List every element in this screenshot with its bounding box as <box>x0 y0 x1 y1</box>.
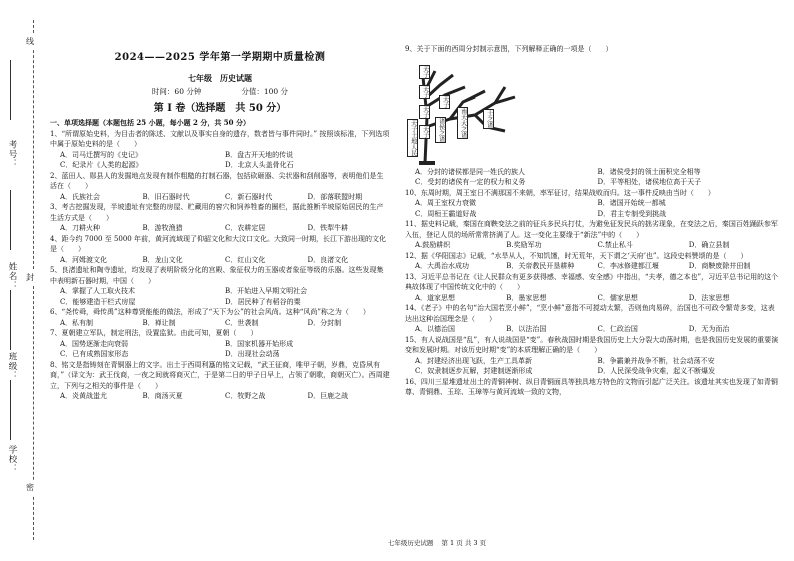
question-9-stem <box>405 44 780 55</box>
question-item <box>405 272 780 304</box>
question-options <box>50 223 390 234</box>
answer-option[interactable]: C．纪录片《人类的起源》 <box>60 161 143 170</box>
answer-option[interactable]: D．巨鹿之战 <box>307 392 349 401</box>
question-options <box>405 261 780 272</box>
page-footer <box>0 538 794 547</box>
question-stem: 15、有人说战国是“乱”，有人说战国是“变”。春秋战国时期是我国历史上大分裂大动荡时期，也是我国历史发展的重要演变和发展时期。对该历史时期“变”的本质理解正确的是（ ） <box>405 335 779 354</box>
question-stem: 3、考古挖掘发现，半坡遗址有完整的房屋、贮藏用的窖穴和饲养牲畜的圈栏，据此推断半坡原始居民的生产生活方式是（ ） <box>50 203 384 222</box>
question-stem: 10、东周时期，周王室日不满那国不来朝，率军征讨，结果战败而归。这一事件反映由当时（ ） <box>405 188 715 197</box>
question-item <box>405 335 780 377</box>
question-options <box>50 192 390 203</box>
answer-option[interactable]: B．关帝教民开垦耕种 <box>506 262 575 270</box>
answer-option[interactable]: D．部落联盟时期 <box>307 192 363 201</box>
question-item <box>50 129 390 171</box>
figure-label: 天子土地人民 <box>407 119 418 157</box>
question-stem: 1、“所谓原始史料，为目击者的陈述、文献以及事实自身的遗存，数者皆与事件同时。” 按照该标准，下列选项中属于原始史料的是（ ） <box>50 129 390 149</box>
answer-option[interactable]: A．道家思想 <box>415 293 456 302</box>
answer-option[interactable]: D．北京人头盖骨化石 <box>225 161 294 170</box>
answer-option[interactable]: C．世袭制 <box>225 318 259 327</box>
answer-option[interactable]: C．儒家思想 <box>597 293 638 302</box>
exam-subtitle: 七年级 历史试题 <box>188 73 252 83</box>
question-item <box>50 360 390 402</box>
question-options <box>405 356 780 377</box>
answer-option[interactable]: B．开始进入早期文明社会 <box>225 287 308 296</box>
question-options <box>405 198 780 219</box>
school-label: 学校： <box>7 445 17 474</box>
question-item <box>50 265 390 307</box>
figure-label: 天子 <box>439 95 450 109</box>
school-field[interactable] <box>10 380 11 440</box>
binding-margin <box>0 0 40 561</box>
left-question-list <box>50 129 390 402</box>
name-label: 姓名： <box>7 262 17 291</box>
answer-option[interactable]: A．以德治国 <box>415 325 456 333</box>
question-options <box>50 255 390 266</box>
answer-option[interactable]: D．分封制 <box>307 318 342 327</box>
answer-option[interactable]: B．墨家思想 <box>506 293 547 302</box>
exam-no-field[interactable] <box>10 60 11 120</box>
answer-option[interactable]: B．旧石器时代 <box>142 192 190 201</box>
binding-fold-label: 密 <box>26 480 34 495</box>
answer-option[interactable]: C．受封的诸侯有一定的权力和义务 <box>415 178 526 186</box>
feudal-system-diagram <box>405 57 780 165</box>
answer-option[interactable]: A．私有制 <box>60 318 94 327</box>
figure-label: 诸侯之诸 <box>435 117 446 143</box>
question-options <box>405 167 780 188</box>
answer-option[interactable]: B．商汤灭夏 <box>142 392 183 401</box>
exam-title: 2024——2025 学年第一学期期中质量检测 <box>114 52 326 63</box>
answer-option[interactable]: D．确立县制 <box>688 241 730 249</box>
question-item <box>405 44 780 55</box>
question-options <box>50 318 390 329</box>
answer-option[interactable]: A.鼓励耕织 <box>415 241 451 249</box>
answer-option[interactable]: A．河姆渡文化 <box>60 255 108 264</box>
question-stem: 13、习近平总书记在《让人民群众有更多获得感、幸福感、安全感》中指出，“夫孝，德之本也”，习近平总书记用的这个典故体现了中国传统文化中的（ ） <box>405 272 779 291</box>
question-stem: 6、“尧传舜，舜传禹”这种尊贤能能的做法，形成了“天下为公”的社会风尚。这种“风尚”称之为（ ） <box>50 308 370 317</box>
class-label: 班级： <box>7 352 17 381</box>
question-stem: 11、据史料记载，秦国在商鞅变法之前的征兵多民兵打仗，为避免征发民兵的拙劣现象，在变法之后，秦国百姓踊跃参军入伍，登记人员的场所常常挤满了人。这一变化主要缘于“新法”中的（ ） <box>405 220 778 239</box>
answer-option[interactable]: B．争霸兼并战争不断，社会动荡不安 <box>597 356 715 365</box>
exam-score: 分值：100 分 <box>241 87 289 96</box>
question-item <box>50 307 390 328</box>
question-stem: 16、四川三星堆遗址出土的青铜神树、纵目青铜面具等独具地方特色的文物而引起广泛关注。该遗址其实也发现了如青铜尊、青铜鼎、玉琮、玉璋等与黄河流域一致的文物， <box>405 377 778 396</box>
exam-no-label: 考号： <box>7 140 17 169</box>
left-column <box>50 0 390 402</box>
answer-option[interactable]: C．农耕定居 <box>225 224 266 233</box>
answer-option[interactable]: C．仁政治国 <box>597 325 638 333</box>
question-options <box>50 391 390 402</box>
answer-option[interactable]: A．大禹治水成功 <box>415 262 470 270</box>
answer-option[interactable]: B．诸国开始统一都城 <box>597 199 666 207</box>
question-options <box>50 286 390 307</box>
answer-option[interactable]: C．李冰修建都江堰 <box>597 262 659 270</box>
answer-option[interactable]: C．奴隶制逐步瓦解，封建制逐渐形成 <box>415 367 533 375</box>
exam-meta <box>50 86 390 97</box>
right-column <box>405 0 780 398</box>
answer-option[interactable]: A．司马迁撰写的《史记》 <box>60 150 143 159</box>
question-stem: 14、《老子》中的名句“治大国若烹小鲜”，“烹小鲜”意指不可搅动太繁，否则鱼肉易碎，治国也不可政令繁苛多变，这表达出这种治国理念是（ ） <box>405 304 775 323</box>
answer-option[interactable]: D．居民种了有稻谷的粟 <box>225 297 301 306</box>
binding-seal-label: 封 <box>26 270 34 285</box>
question-options <box>405 293 780 304</box>
answer-option[interactable]: D．商鞅废除井田制 <box>688 262 751 270</box>
section-heading: 一、单项选择题（本题包括 25 小题，每小题 2 分，共 50 分） <box>50 118 250 128</box>
answer-option[interactable]: B.奖励军功 <box>506 241 542 249</box>
part-heading: 第 I 卷（选择题 共 50 分） <box>153 103 287 115</box>
footer-subject: 七年级历史试题 <box>387 539 434 547</box>
answer-option[interactable]: A．分封的诸侯都是同一姓氏的族人 <box>415 167 526 176</box>
question-item <box>50 202 390 234</box>
answer-option[interactable]: D．出现社会动荡 <box>225 350 280 359</box>
question-options <box>50 339 390 360</box>
question-options <box>405 324 780 335</box>
answer-option[interactable]: B．游牧渔猎 <box>142 224 183 233</box>
question-item <box>405 303 780 335</box>
answer-option[interactable]: A．氏族社会 <box>60 192 101 201</box>
question-stem: 4、距今约 7000 至 5000 年前，黄河流域现了仰韶文化和大汶口文化。大致同一时期，长江下游出现的文化是（ ） <box>50 234 386 254</box>
answer-option[interactable]: A．国势逐渐走向衰弱 <box>60 339 129 348</box>
answer-option[interactable]: B．龙山文化 <box>142 255 183 264</box>
answer-option[interactable]: B．盘古开天地的传说 <box>225 150 294 159</box>
answer-option[interactable]: D．法家思想 <box>688 293 730 302</box>
answer-option[interactable]: B．国家机器开始形成 <box>225 339 294 348</box>
binding-line-label: 线 <box>26 34 34 49</box>
answer-option[interactable]: C．新石器时代 <box>225 192 273 201</box>
question-options <box>405 240 780 251</box>
answer-option[interactable]: D．人民深受战争灾难，起义不断爆发 <box>597 367 716 375</box>
answer-option[interactable]: C．红山文化 <box>225 255 266 264</box>
question-stem: 5、良渚遗址和陶寺遗址，均发现了表明阶级分化的宫殿、象征权力的玉器或者象征等级的乐器。这些发现集中表明新石器时期，中国（ ） <box>50 266 384 285</box>
figure-label: 天子 <box>419 85 430 99</box>
answer-option[interactable]: D．君主专制受到挑战 <box>597 209 667 218</box>
answer-option[interactable]: C．牧野之战 <box>225 392 266 401</box>
answer-option[interactable]: C．已有成熟国家形态 <box>60 350 129 359</box>
answer-option[interactable]: C．周桓王霸道好战 <box>415 209 477 218</box>
answer-option[interactable]: D．良渚文化 <box>307 255 349 264</box>
question-stem: 9、关于下面的西周分封制示意图，下列解释正确的一项是（ ） <box>405 45 613 53</box>
question-item <box>405 188 780 220</box>
question-item <box>405 377 780 398</box>
question-item <box>50 328 390 360</box>
answer-option[interactable]: C.禁止私斗 <box>597 241 633 249</box>
figure-label: 天子 <box>419 105 430 119</box>
figure-label: 士之诸 <box>483 109 494 129</box>
figure-label: 南天大之诸 <box>457 107 468 139</box>
answer-option[interactable]: B．诸侯受封的领土面积完全相等 <box>597 167 701 176</box>
exam-time: 时间：60 分钟 <box>151 87 202 96</box>
question-options <box>50 150 390 171</box>
answer-option[interactable]: C．能够建造干栏式房屋 <box>60 297 136 306</box>
footer-page: 第 1 页 共 3 页 <box>441 539 487 547</box>
question-item <box>50 234 390 266</box>
question-stem: 12、据《华阳国志》记载，“水旱从人，不知饥馑，时无荒年，天下谓之‘天府’也”。这段史料赞颂的是（ ） <box>405 251 748 260</box>
answer-option[interactable]: D．平等相处，诸侯地位高于天子 <box>597 178 702 186</box>
figure-label: 天子 <box>419 65 430 79</box>
name-field[interactable] <box>10 190 11 250</box>
question-stem: 8、铭文是指铸刻在青铜器上的文字。出土于西周利簋的铭文记载，“武王征商，唯甲子朝，岁鼎，克昏夙有商，”（译文为：武王伐商，一夜之间就将商灭亡，于是第二日的甲子日早上，占领了朝歌，商朝灭亡）。西周建立，下列与之相关的事件是（ ） <box>50 360 390 390</box>
question-item <box>405 219 780 251</box>
answer-option[interactable]: D．无为而治 <box>688 325 730 333</box>
answer-option[interactable]: A．刀耕火种 <box>60 224 101 233</box>
question-item <box>405 167 780 188</box>
question-stem: 7、夏朝建立军队，制定刑法，设置监狱。由此可知，夏朝（ ） <box>50 329 258 338</box>
answer-option[interactable]: A．封建经济出现飞跃，生产工具革新 <box>415 356 533 365</box>
answer-option[interactable]: A．掌握了人工取火技术 <box>60 287 136 296</box>
question-stem: 2、蓝田人、郧县人的发掘地点发现有制作粗糙的打制石器，包括砍砸器、尖状器和刮削器等，表明他们是生活在（ ） <box>50 171 384 191</box>
question-item <box>50 171 390 203</box>
right-question-list <box>405 167 780 398</box>
answer-option[interactable]: A．炎黄战蚩尤 <box>60 392 108 401</box>
question-item <box>405 251 780 272</box>
answer-option[interactable]: B．禅让制 <box>142 318 176 327</box>
answer-option[interactable]: D．铁犁牛耕 <box>307 224 349 233</box>
answer-option[interactable]: A．周王室权力衰微 <box>415 199 477 207</box>
answer-option[interactable]: B．以法治国 <box>506 325 547 333</box>
figure-label: 天子 <box>419 125 430 139</box>
class-field[interactable] <box>10 290 11 350</box>
